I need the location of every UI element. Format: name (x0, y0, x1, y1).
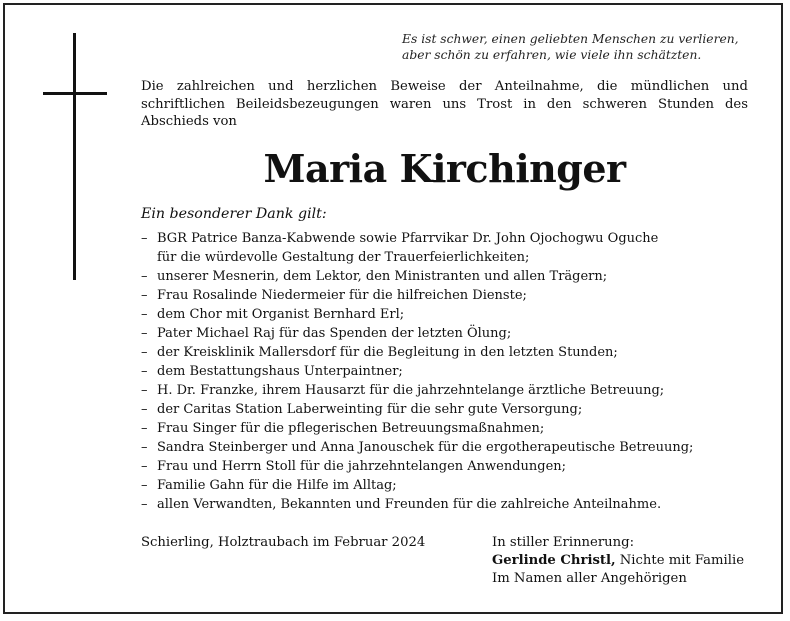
thanks-item-text-continued: für die würdevolle Gestaltung der Trauerfeierlichkeiten; (157, 250, 530, 265)
dash-bullet: – (141, 402, 148, 417)
thanks-item-text: Frau Rosalinde Niedermeier für die hilfreichen Dienste; (157, 288, 527, 303)
thanks-item (141, 305, 761, 324)
thanks-item (141, 457, 761, 476)
thanks-item-text: Sandra Steinberger und Anna Janouschek für die ergotherapeutische Betreuung; (157, 440, 694, 455)
thanks-item (141, 343, 761, 362)
thanks-item-text: H. Dr. Franzke, ihrem Hausarzt für die jahrzehntelange ärztliche Betreuung; (157, 383, 665, 398)
thanks-item-text: Frau und Herrn Stoll für die jahrzehntelangen Anwendungen; (157, 459, 567, 474)
thanks-item (141, 400, 761, 419)
dash-bullet: – (141, 326, 148, 341)
dash-bullet: – (141, 307, 148, 322)
dash-bullet: – (141, 288, 148, 303)
thanks-item-text: Frau Singer für die pflegerischen Betreuungsmaßnahmen; (157, 421, 545, 436)
motto-quote (402, 31, 762, 63)
thanks-item (141, 286, 761, 305)
dash-bullet: – (141, 345, 148, 360)
dash-bullet: – (141, 231, 148, 246)
thanks-item (141, 495, 761, 514)
deceased-name: Maria Kirchinger (263, 146, 626, 191)
thanks-item-text: Pater Michael Raj für das Spenden der letzten Ölung; (157, 326, 512, 341)
place-and-date: Schierling, Holztraubach im Februar 2024 (141, 535, 426, 550)
signature-block (492, 534, 772, 588)
dash-bullet: – (141, 421, 148, 436)
thanks-item (141, 438, 761, 457)
dash-bullet: – (141, 459, 148, 474)
motto-line-2: aber schön zu erfahren, wie viele ihn schätzten. (402, 48, 702, 62)
thanks-item-text: der Kreisklinik Mallersdorf für die Begleitung in den letzten Stunden; (157, 345, 618, 360)
thanks-item (141, 267, 761, 286)
thanks-heading: Ein besonderer Dank gilt: (141, 206, 327, 222)
motto-line-1: Es ist schwer, einen geliebten Menschen zu verlieren, (402, 32, 739, 46)
dash-bullet: – (141, 383, 148, 398)
thanks-item-text: allen Verwandten, Bekannten und Freunden für die zahlreiche Anteilnahme. (157, 497, 662, 512)
thanks-item-text: dem Chor mit Organist Bernhard Erl; (157, 307, 405, 322)
thanks-item (141, 476, 761, 495)
thanks-item (141, 419, 761, 438)
dash-bullet: – (141, 478, 148, 493)
dash-bullet: – (141, 440, 148, 455)
thanks-item-text: unserer Mesnerin, dem Lektor, den Ministranten und allen Trägern; (157, 269, 608, 284)
thanks-item-text: BGR Patrice Banza-Kabwende sowie Pfarrvikar Dr. John Ojochogwu Oguche (157, 231, 659, 246)
intro-text: Die zahlreichen und herzlichen Beweise der Anteilnahme, die mündlichen und schriftlichen Beileidsbezeugungen waren uns Trost in den schweren Stunden des Abschieds von (141, 79, 748, 129)
thanks-item (141, 229, 761, 267)
thanks-item-text: der Caritas Station Laberweinting für die sehr gute Versorgung; (157, 402, 583, 417)
cross-horizontal-bar (43, 92, 107, 95)
signer-name: Gerlinde Christl, (492, 553, 616, 568)
signer-suffix: Nichte mit Familie (615, 553, 744, 568)
dash-bullet: – (141, 269, 148, 284)
thanks-item (141, 362, 761, 381)
thanks-list (141, 229, 761, 514)
thanks-item (141, 381, 761, 400)
remembrance-label: In stiller Erinnerung: (492, 535, 635, 550)
on-behalf-line: Im Namen aller Angehörigen (492, 571, 687, 586)
cross-vertical-bar (73, 33, 76, 280)
dash-bullet: – (141, 497, 148, 512)
dash-bullet: – (141, 364, 148, 379)
thanks-item (141, 324, 761, 343)
signer-line (492, 552, 772, 570)
thanks-item-text: Familie Gahn für die Hilfe im Alltag; (157, 478, 397, 493)
thanks-item-text: dem Bestattungshaus Unterpaintner; (157, 364, 403, 379)
